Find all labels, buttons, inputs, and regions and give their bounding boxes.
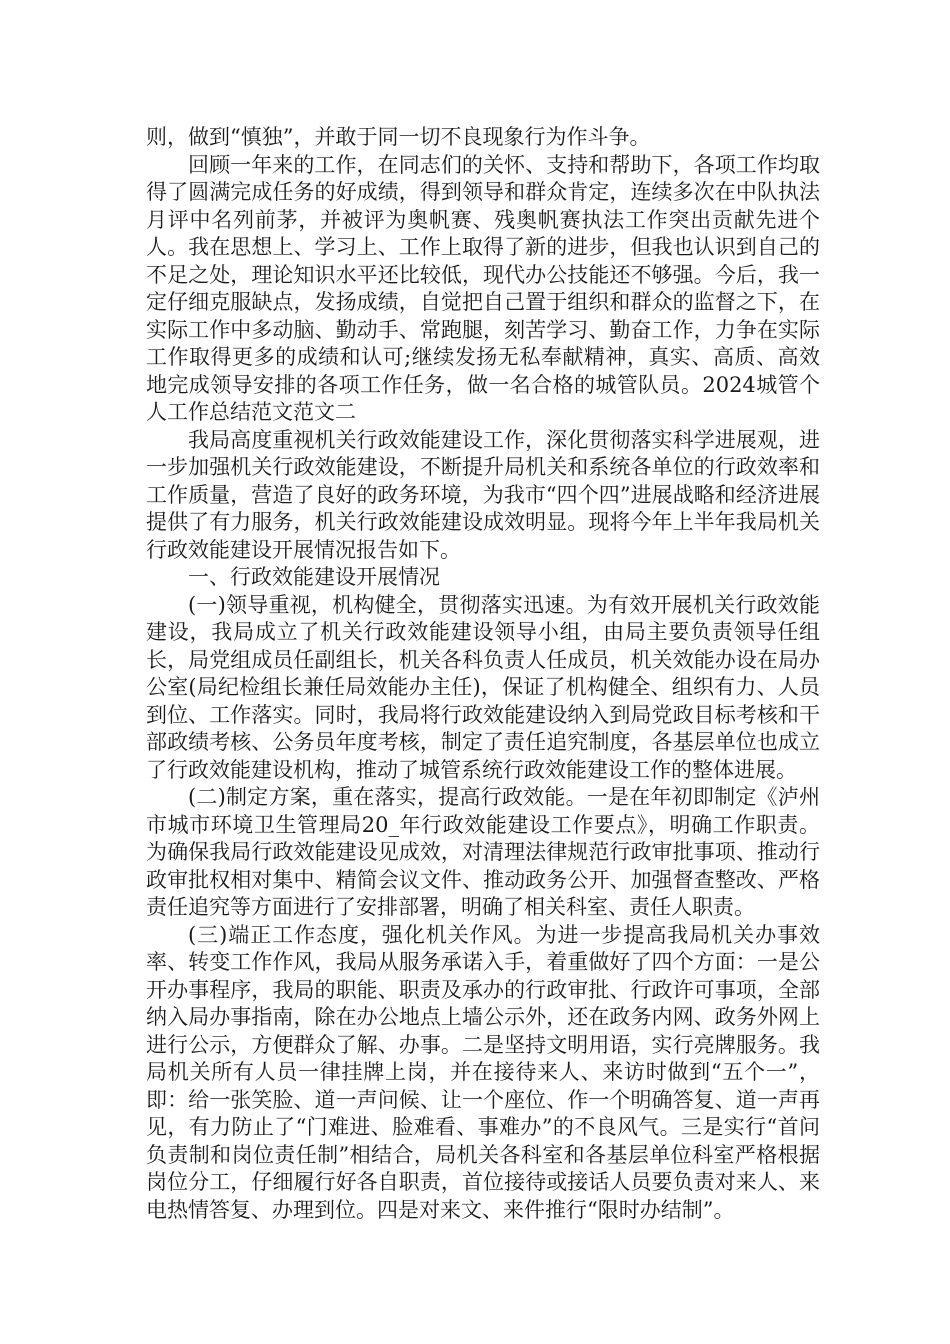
paragraph-item-2: (二)制定方案，重在落实，提高行政效能。一是在年初即制定《泸州市城市环境卫生管理局20_年行政效能建设工作要点》，明确工作职责。为确保我局行政效能建设见成效，对清理法律规范行政审批事项、推动行政审批权相对集中、精简会议文件、推动政务公开、加强督查整改、严格责任追究等方面进行了安排部署，明确了相关科室、责任人职责。 <box>146 785 820 919</box>
paragraph-item-1: (一)领导重视，机构健全，贯彻落实迅速。为有效开展机关行政效能建设，我局成立了机关行政效能建设领导小组，由局主要负责领导任组长，局党组成员任副组长，机关各科负责人任成员，机关效能办设在局办公室(局纪检组长兼任局效能办主任)，保证了机构健全、组织有力、人员到位、工作落实。同时，我局将行政效能建设纳入到局党政目标考核和干部政绩考核、公务员年度考核，制定了责任追究制度，各基层单位也成立了行政效能建设机构，推动了城管系统行政效能建设工作的整体进展。 <box>146 592 820 782</box>
document-page <box>146 124 820 1224</box>
paragraph-review-summary: 回顾一年来的工作，在同志们的关怀、支持和帮助下，各项工作均取得了圆满完成任务的好成绩，得到领导和群众肯定，连续多次在中队执法月评中名列前茅，并被评为奥帆赛、残奥帆赛执法工作突出贡献先进个人。我在思想上、学习上、工作上取得了新的进步，但我也认识到自己的不足之处，理论知识水平还比较低，现代办公技能还不够强。今后，我一定仔细克服缺点，发扬成绩，自觉把自己置于组织和群众的监督之下，在实际工作中多动脑、勤动手、常跑腿，刻苦学习、勤奋工作，力争在实际工作取得更多的成绩和认可;继续发扬无私奉献精神，真实、高质、高效地完成领导安排的各项工作任务，做一名合格的城管队员。2024城管个人工作总结范文范文二 <box>146 152 820 424</box>
paragraph-item-3: (三)端正工作态度，强化机关作风。为进一步提高我局机关办事效率、转变工作作风，我局从服务承诺入手，着重做好了四个方面：一是公开办事程序，我局的职能、职责及承办的行政审批、行政许可事项，全部纳入局办事指南，除在办公地点上墙公示外，还在政务内网、政务外网上进行公示，方便群众了解、办事。二是坚持文明用语，实行亮牌服务。我局机关所有人员一律挂牌上岗，并在接待来人、来访时做到“五个一”，即：给一张笑脸、道一声问候、让一个座位、作一个明确答复、道一声再见，有力防止了“门难进、脸难看、事难办”的不良风气。三是实行“首问负责制和岗位责任制”相结合，局机关各科室和各基层单位科室严格根据岗位分工，仔细履行好各自职责，首位接待或接话人员要负责对来人、来电热情答复、办理到位。四是对来文、来件推行“限时办结制”。 <box>146 922 820 1222</box>
section-heading-1: 一、行政效能建设开展情况 <box>188 565 440 589</box>
paragraph-efficiency-intro: 我局高度重视机关行政效能建设工作，深化贯彻落实科学进展观，进一步加强机关行政效能建设，不断提升局机关和系统各单位的行政效率和工作质量，营造了良好的政务环境，为我市“四个四”进展战略和经济进展提供了有力服务，机关行政效能建设成效明显。现将今年上半年我局机关行政效能建设开展情况报告如下。 <box>146 427 820 562</box>
paragraph-continuation: 则，做到“慎独”，并敢于同一切不良现象行为作斗争。 <box>146 125 651 149</box>
